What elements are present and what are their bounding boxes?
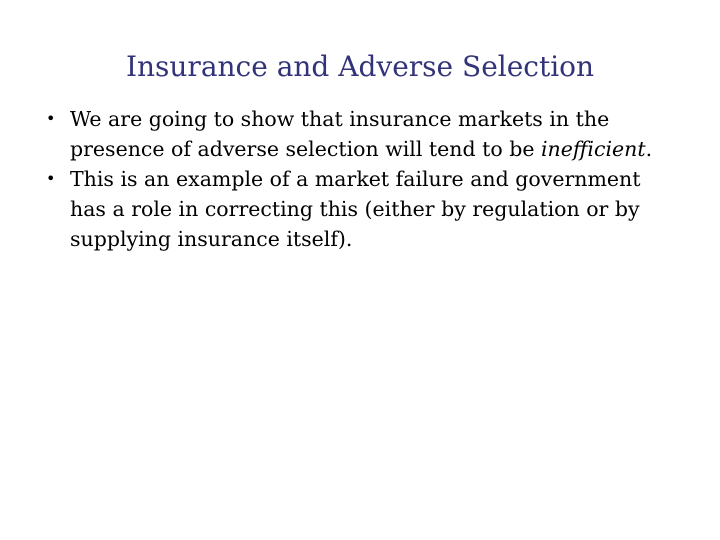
bullet-text — [70, 107, 652, 161]
bullet-emphasis: inefficient — [541, 137, 646, 161]
bullet-list — [40, 104, 680, 254]
slide-title: Insurance and Adverse Selection — [125, 50, 595, 83]
bullet-icon: • — [46, 169, 56, 188]
bullet-icon: • — [46, 109, 56, 128]
bullet-item — [40, 104, 680, 164]
bullet-item — [40, 164, 680, 254]
bullet-text-part: We are going to show that insurance markets in the presence of adverse selection will tend to be — [70, 107, 610, 161]
bullet-text — [70, 167, 640, 251]
bullet-text-part: This is an example of a market failure and government has a role in correcting this (either by regulation or by supplying insurance itself). — [70, 167, 641, 251]
bullet-text-part: . — [645, 137, 653, 161]
